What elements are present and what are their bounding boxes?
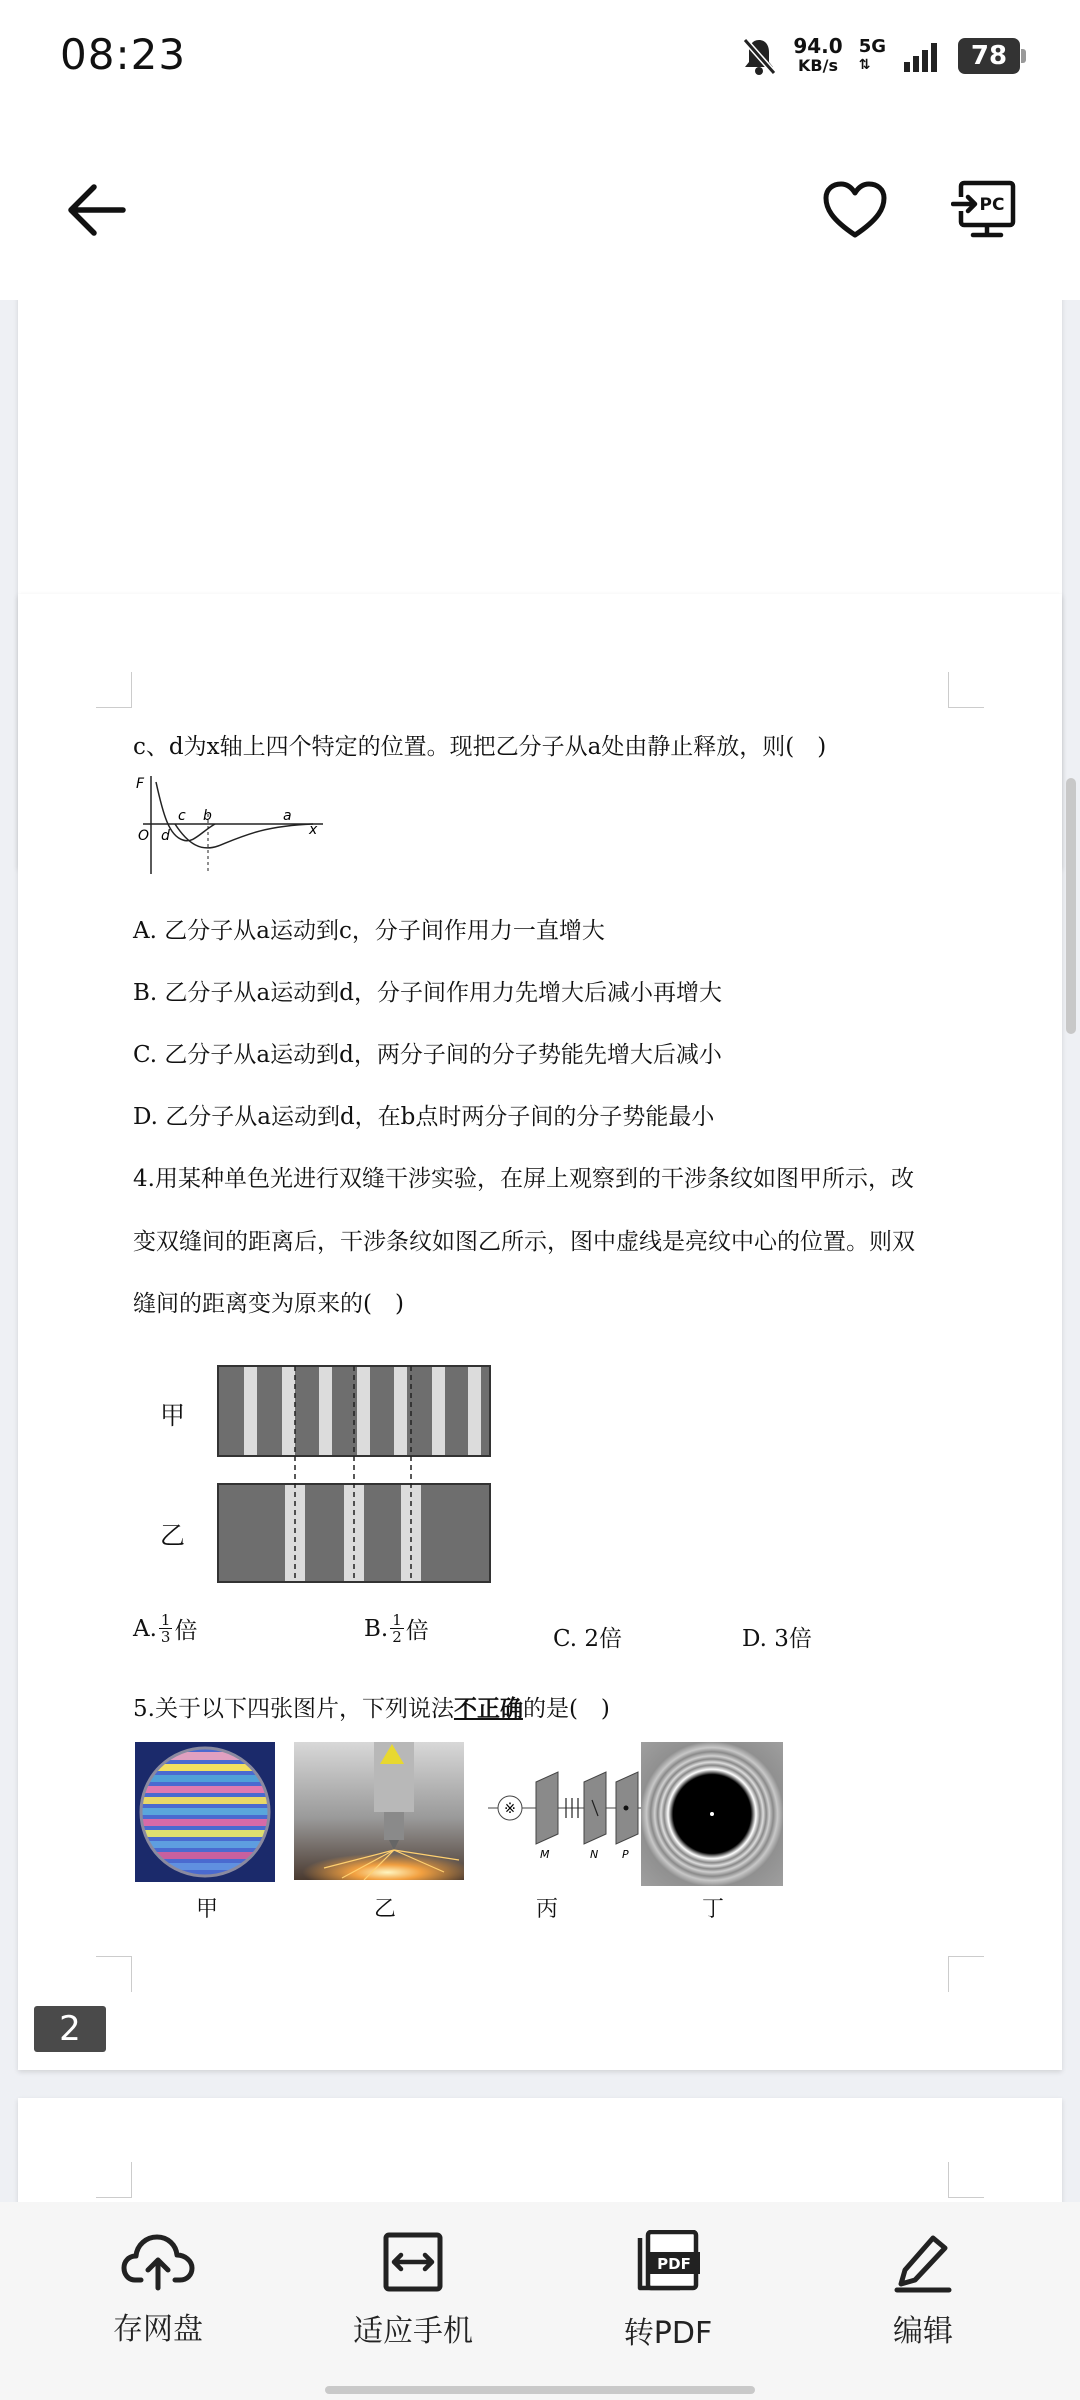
fit-phone-label: 适应手机 — [353, 2314, 473, 2349]
cast-to-pc-icon — [951, 177, 1017, 243]
battery-icon: 78 — [958, 38, 1020, 74]
cloud-upload-icon — [121, 2230, 195, 2292]
pdf-icon-text: PDF — [657, 2255, 691, 2273]
diagram-label-m: M — [540, 1848, 550, 1861]
status-bar — [0, 0, 1080, 120]
scrollbar-thumb[interactable] — [1066, 778, 1076, 1034]
question-4-line-2: 变双缝间的距离后，干涉条纹如图乙所示，图中虚线是亮纹中心的位置。则双 — [133, 1229, 915, 1255]
fringe-label-yi: 乙 — [160, 1521, 186, 1550]
interference-fringe-figure — [216, 1364, 496, 1586]
home-indicator[interactable] — [325, 2386, 755, 2394]
signal-icon — [902, 40, 942, 72]
page-3 — [18, 2098, 1062, 2202]
page-number-badge: 2 — [34, 2006, 106, 2052]
heart-icon — [823, 181, 887, 239]
caption-bing: 丙 — [536, 1897, 559, 1922]
pc-label: PC — [979, 195, 1005, 215]
graph-label-c: c — [178, 808, 186, 824]
question-4-line-1: 4.用某种单色光进行双缝干涉实验，在屏上观察到的干涉条纹如图甲所示，改 — [133, 1166, 914, 1192]
q4-option-d: D. 3倍 — [742, 1626, 812, 1652]
fit-width-icon — [381, 2230, 445, 2294]
crop-mark — [96, 1956, 132, 1992]
question-4-line-3: 缝间的距离变为原来的( ) — [133, 1291, 404, 1317]
fraction-numerator: 1 — [160, 1611, 171, 1629]
crop-mark — [948, 1956, 984, 1992]
graph-label-a: a — [283, 808, 292, 824]
q3-option-a: A. 乙分子从a运动到c，分子间作用力一直增大 — [133, 918, 605, 944]
q4-option-a: A. $\frac{1}{3}$ 倍 — [133, 1611, 198, 1646]
crop-mark — [96, 672, 132, 708]
document-viewer[interactable] — [0, 300, 1080, 2202]
fit-phone-button[interactable] — [313, 2230, 513, 2350]
force-distance-graph — [133, 774, 333, 884]
save-to-cloud-button[interactable] — [58, 2230, 258, 2348]
q3-option-c: C. 乙分子从a运动到d，两分子间的分子势能先增大后减小 — [133, 1042, 722, 1068]
diffraction-pattern-image — [641, 1742, 783, 1886]
pdf-icon — [634, 2230, 702, 2296]
crop-mark — [948, 672, 984, 708]
save-to-cloud-label: 存网盘 — [113, 2312, 203, 2347]
polarization-diagram — [488, 1762, 648, 1864]
q4-option-c: C. 2倍 — [553, 1626, 623, 1652]
bottom-action-bar — [0, 2202, 1080, 2400]
convert-pdf-label: 转PDF — [623, 2316, 713, 2351]
edit-label: 编辑 — [893, 2314, 953, 2349]
graph-label-b: b — [203, 808, 212, 824]
diagram-label-p: P — [622, 1848, 629, 1861]
q3-option-d: D. 乙分子从a运动到d，在b点时两分子间的分子势能最小 — [133, 1104, 715, 1130]
top-toolbar — [0, 120, 1080, 300]
q3-option-b: B. 乙分子从a运动到d，分子间作用力先增大后减小再增大 — [133, 980, 722, 1006]
question-3-intro: c、d为x轴上四个特定的位置。现把乙分子从a处由静止释放，则( ) — [133, 734, 827, 760]
page-2 — [18, 594, 1062, 2070]
network-speed: 94.0 KB/s — [793, 34, 843, 75]
pen-icon — [891, 2230, 955, 2294]
diagram-label-n: N — [590, 1848, 599, 1861]
fraction-denominator: 2 — [392, 1628, 402, 1646]
thin-film-photo — [135, 1742, 275, 1882]
crop-mark — [948, 2162, 984, 2198]
edit-button[interactable] — [823, 2230, 1023, 2350]
question-5: 5.关于以下四张图片，下列说法不正确的是( ) — [133, 1695, 610, 1722]
q5-emphasis: 不正确 — [453, 1695, 523, 1722]
q4-option-b: B. $\frac{1}{2}$ 倍 — [364, 1611, 429, 1646]
cast-to-pc-button[interactable] — [944, 170, 1024, 250]
caption-ding: 丁 — [702, 1897, 725, 1922]
caption-jia: 甲 — [196, 1897, 219, 1922]
caption-yi: 乙 — [374, 1897, 397, 1922]
light-source-icon: ※ — [504, 1801, 516, 1817]
graph-label-d: d — [161, 828, 170, 844]
bell-muted-icon — [741, 36, 777, 76]
back-button[interactable] — [58, 172, 134, 248]
fraction-denominator: 3 — [160, 1628, 171, 1646]
arrow-left-icon — [66, 183, 126, 237]
laser-cutting-photo — [294, 1742, 464, 1880]
graph-label-o: O — [138, 828, 150, 844]
crop-mark — [96, 2162, 132, 2198]
convert-pdf-button[interactable] — [568, 2230, 768, 2352]
network-type: 5G ⇅ — [858, 36, 886, 73]
favorite-button[interactable] — [815, 172, 895, 248]
status-icons — [741, 34, 1020, 78]
fraction-numerator: 1 — [392, 1611, 402, 1629]
clock: 08:23 — [60, 30, 187, 79]
graph-label-x: x — [309, 822, 318, 838]
graph-label-f: F — [136, 776, 145, 792]
fringe-label-jia: 甲 — [160, 1401, 186, 1430]
